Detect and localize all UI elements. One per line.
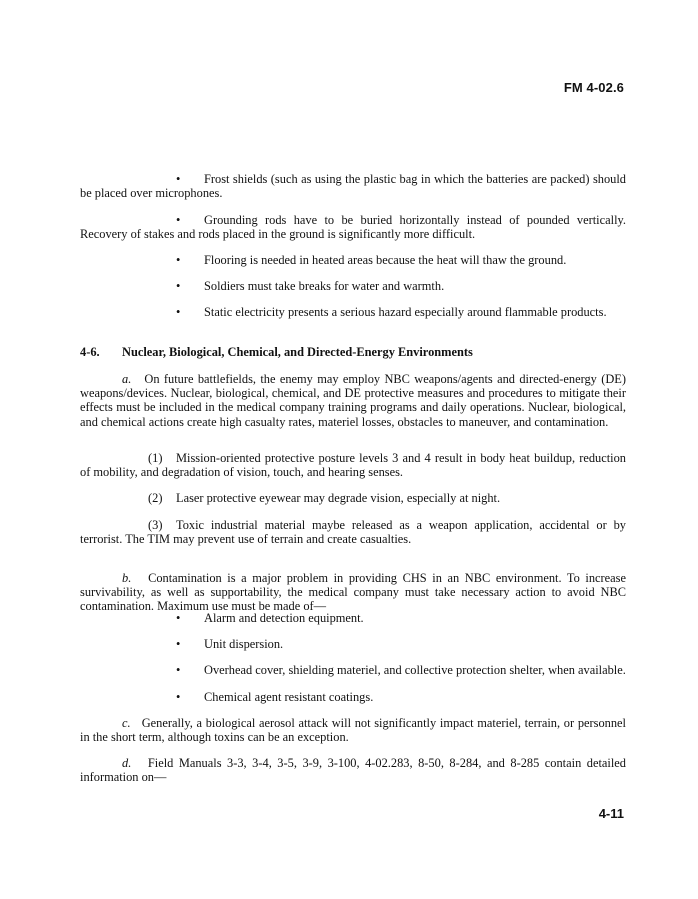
- sub-item-text: Laser protective eyewear may degrade vision, especially at night.: [176, 491, 501, 505]
- bullet-item: [80, 279, 626, 293]
- running-header: FM 4-02.6: [563, 80, 624, 95]
- bullet-icon: •: [176, 172, 181, 186]
- paragraph-a: [80, 372, 626, 429]
- sub-item-number: (3): [148, 518, 163, 532]
- section-title: Nuclear, Biological, Chemical, and Directed-Energy Environments: [122, 345, 473, 359]
- bullet-item: [80, 172, 626, 200]
- sub-item: [80, 491, 626, 505]
- bullet-text: Soldiers must take breaks for water and warmth.: [204, 279, 445, 293]
- bullet-text: Frost shields (such as using the plastic bag in which the batteries are packed) should be placed over microphones.: [80, 172, 626, 201]
- paragraph-letter: a.: [122, 372, 132, 386]
- bullet-text: Overhead cover, shielding materiel, and collective protection shelter, when available.: [204, 663, 626, 677]
- bullet-text: Unit dispersion.: [204, 637, 284, 651]
- bullet-item: [80, 213, 626, 241]
- bullet-item: [80, 637, 626, 651]
- bullet-icon: •: [176, 663, 181, 677]
- paragraph-text: Generally, a biological aerosol attack will not significantly impact materiel, terrain, or personnel in the short term, although toxins can be an exception.: [80, 716, 626, 745]
- bullet-text: Flooring is needed in heated areas because the heat will thaw the ground.: [204, 253, 567, 267]
- bullet-item: [80, 690, 626, 704]
- paragraph-letter: b.: [122, 571, 132, 585]
- bullet-icon: •: [176, 611, 181, 625]
- sub-item-text: Toxic industrial material maybe released as a weapon application, accidental or by terrorist. The TIM may prevent use of terrain and create casualties.: [80, 518, 626, 547]
- paragraph-text: Contamination is a major problem in providing CHS in an NBC environment. To increase survivability, as well as supportability, the medical company must take necessary action to avoid NBC contamination. Maximum use must be made of—: [80, 571, 627, 614]
- bullet-item: [80, 611, 626, 625]
- bullet-icon: •: [176, 690, 181, 704]
- paragraph-c: [80, 716, 626, 744]
- section-number: 4-6.: [80, 345, 100, 359]
- page-number: 4-11: [598, 806, 624, 821]
- bullet-text: Static electricity presents a serious hazard especially around flammable products.: [204, 305, 607, 319]
- paragraph-b: [80, 571, 626, 614]
- bullet-icon: •: [176, 213, 181, 227]
- sub-item: [80, 451, 626, 479]
- paragraph-letter: c.: [122, 716, 131, 730]
- paragraph-text: Field Manuals 3-3, 3-4, 3-5, 3-9, 3-100, 4-02.283, 8-50, 8-284, and 8-285 contain detailed information on—: [80, 756, 626, 785]
- sub-item-text: Mission-oriented protective posture levels 3 and 4 result in body heat buildup, reduction of mobility, and degradation of vision, touch, and hearing senses.: [80, 451, 626, 480]
- bullet-icon: •: [176, 305, 181, 319]
- bullet-icon: •: [176, 637, 181, 651]
- bullet-item: [80, 663, 626, 677]
- bullet-item: [80, 253, 626, 267]
- bullet-icon: •: [176, 279, 181, 293]
- bullet-item: [80, 305, 626, 319]
- paragraph-text: On future battlefields, the enemy may employ NBC weapons/agents and directed-energy (DE) weapons/devices. Nuclear, biological, chemical, and DE protective measures and procedures to mitigate their effects must be included in the medical company training programs and daily operations. Nuclear, biological, and chemical actions create high casualty rates, materiel losses, obstacles to maneuver, and contamination.: [80, 372, 627, 429]
- sub-item: [80, 518, 626, 546]
- bullet-text: Chemical agent resistant coatings.: [204, 690, 374, 704]
- sub-item-number: (1): [148, 451, 163, 465]
- bullet-text: Grounding rods have to be buried horizontally instead of pounded vertically. Recovery of stakes and rods placed in the ground is significantly more difficult.: [80, 213, 626, 242]
- sub-item-number: (2): [148, 491, 163, 505]
- bullet-icon: •: [176, 253, 181, 267]
- paragraph-letter: d.: [122, 756, 132, 770]
- paragraph-d: [80, 756, 626, 784]
- bullet-text: Alarm and detection equipment.: [204, 611, 364, 625]
- section-heading: [80, 345, 626, 359]
